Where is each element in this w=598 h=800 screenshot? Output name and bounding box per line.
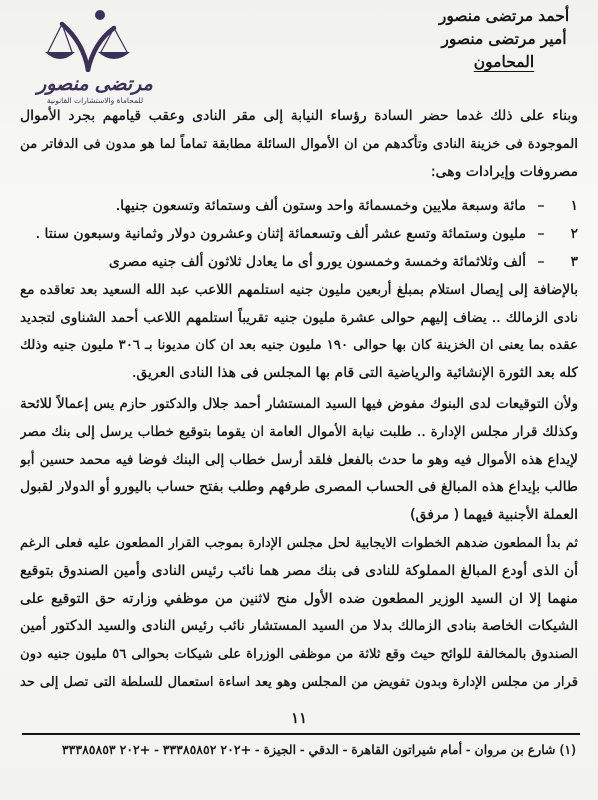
list-number: ٣ xyxy=(570,253,578,270)
partner-name: أحمد مرتضى منصور xyxy=(438,7,570,25)
logo-tagline: للمحاماة والاستشارات القانونية xyxy=(46,96,144,105)
paragraph-line: العملة الأجنبية فيهما ( مرفق) xyxy=(410,507,578,524)
list-item xyxy=(20,221,578,249)
paragraph-intro xyxy=(20,103,578,186)
paragraph-line: الشيكات الخاصة بنادى الزمالك بدلا من السيد المستشار نائب رئيس النادى والسيد الدكتور أمين xyxy=(20,618,578,635)
paragraph-line: مصروفات وإيرادات وهى: xyxy=(430,163,578,180)
list-number: ٢ xyxy=(570,226,578,243)
list-item-text: مليون وستمائة وتسع عشر ألف وتسعمائة إثنان وعشرون دولار وثمانية وسبعون سنتا . xyxy=(35,226,526,243)
firm-logo xyxy=(36,6,154,114)
paragraph-line: ثم بدأ المطعون ضدهم الخطوات الايجابية لحل مجلس الإدارة بموجب القرار المطعون عليه فعلى الرغم xyxy=(20,535,578,551)
logo-name: مرتضى منصور xyxy=(37,73,153,95)
profession-title: المحامون xyxy=(473,53,535,71)
paragraph-line: كله بعد الثورة الإنشائية والرياضية التى قام بها المجلس فى هذا النادى العريق. xyxy=(131,365,578,382)
footer-divider xyxy=(22,733,580,735)
amounts-list xyxy=(20,193,578,276)
list-number: ١ xyxy=(570,198,578,215)
paragraph-line: أن الذى أودع المبالغ المملوكة للنادى فى بنك مصر هما نائب رئيس النادى وأمين الصندوق بتوقيع xyxy=(20,562,578,579)
paragraph-line: لإيداع هذه الأموال فيه وهو ما حدث بالفعل فلقد أرسل خطاب إلى البنك فوضا فيه محمد حسين أبو xyxy=(20,451,578,468)
paragraph-line: منهما إلا ان السيد الوزير المطعون ضده الأول منح لاثنين من موظفي وزارته حق التوقيع على xyxy=(20,590,578,607)
paragraph-dissolution xyxy=(20,530,578,697)
list-dash: – xyxy=(537,198,545,215)
paragraph-line: الموجودة فى خزينة النادى وتأكدهم من ان الأموال السائلة مطابقة تماماً لما هو مدون فى الدفاتر من xyxy=(20,136,578,152)
list-dash: – xyxy=(537,253,545,270)
page-number: ١١ xyxy=(290,709,308,727)
list-dash: – xyxy=(537,226,545,243)
paragraph-line: عقده بما يعنى ان الخزينة كان بها حوالى ١٩٠ مليون جنيه بعد ان كان مديونا بـ ٣٠٦ مليون جنيه وذلك xyxy=(20,338,578,354)
paragraph-line: نادى الزمالك .. يضاف إليهم حوالى عشرة مليون جنيه تقريباً استلمهم اللاعب أحمد الشناوى لتجديد xyxy=(20,309,578,326)
paragraph-signatures xyxy=(20,391,578,530)
paragraph-line: طالب بإيداع هذه المبالغ فى الحساب المصرى طرفهم وطلب بفتح حساب باليورو أو الدولار لقبول xyxy=(20,479,578,496)
paragraph-line: قرار من مجلس الإدارة وبدون تفويض من المجلس وهو يعد اساءة استعمال للسلطة التى تصل إلى حد xyxy=(20,674,578,690)
paragraph-line: وبناء على ذلك غدما حضر السادة رؤساء النيابة إلى مقر النادى وعقب قيامهم بجرد الأموال xyxy=(20,108,578,124)
letterhead xyxy=(428,5,580,74)
list-item xyxy=(20,249,578,277)
letter-body xyxy=(20,103,578,697)
list-item xyxy=(20,193,578,221)
scales-of-justice-icon xyxy=(36,6,154,72)
list-item-text: مائة وسبعة ملايين وخمسمائة واحد وستون ألف وستمائة وتسعون جنيها. xyxy=(115,198,526,215)
paragraph-receipts xyxy=(20,277,578,388)
paragraph-line: وكذلك قرار مجلس الإدارة .. طلبت نيابة الأموال العامة ان يقوما بتوقيع خطاب يرسل إلى بنك مصر xyxy=(20,423,578,440)
paragraph-line: ولأن التوقيعات لدى البنوك مفوض فيها السيد المستشار أحمد جلال والدكتور حازم يس إعمالاً للائحة xyxy=(20,395,578,412)
paragraph-line: بالإضافة إلى إيصال استلام بمبلغ أربعين مليون جنيه استلمهم اللاعب عبد الله السعيد بعد تعاقده مع xyxy=(20,281,578,298)
partner-name: أمير مرتضى منصور xyxy=(441,30,567,48)
footer-address: (١) شارع بن مروان - أمام شيراتون القاهرة - الدقي - الجيزة - +٢٠٢ ٣٣٣٨٥٨٥٢ - +٢٠٢ ٣٣٣٨٥٨٥٣ xyxy=(61,742,576,757)
list-item-text: ألف وثلاثمائة وخمسة وخمسون يورو أى ما يعادل ثلاثون ألف جنيه مصرى xyxy=(108,253,526,270)
paragraph-line: الصندوق بالمخالفة للوائح حيث وقع ثلاثة من موظفى الوزراة على شيكات بحوالى ٥٦ مليون جنيه دون xyxy=(20,647,578,663)
